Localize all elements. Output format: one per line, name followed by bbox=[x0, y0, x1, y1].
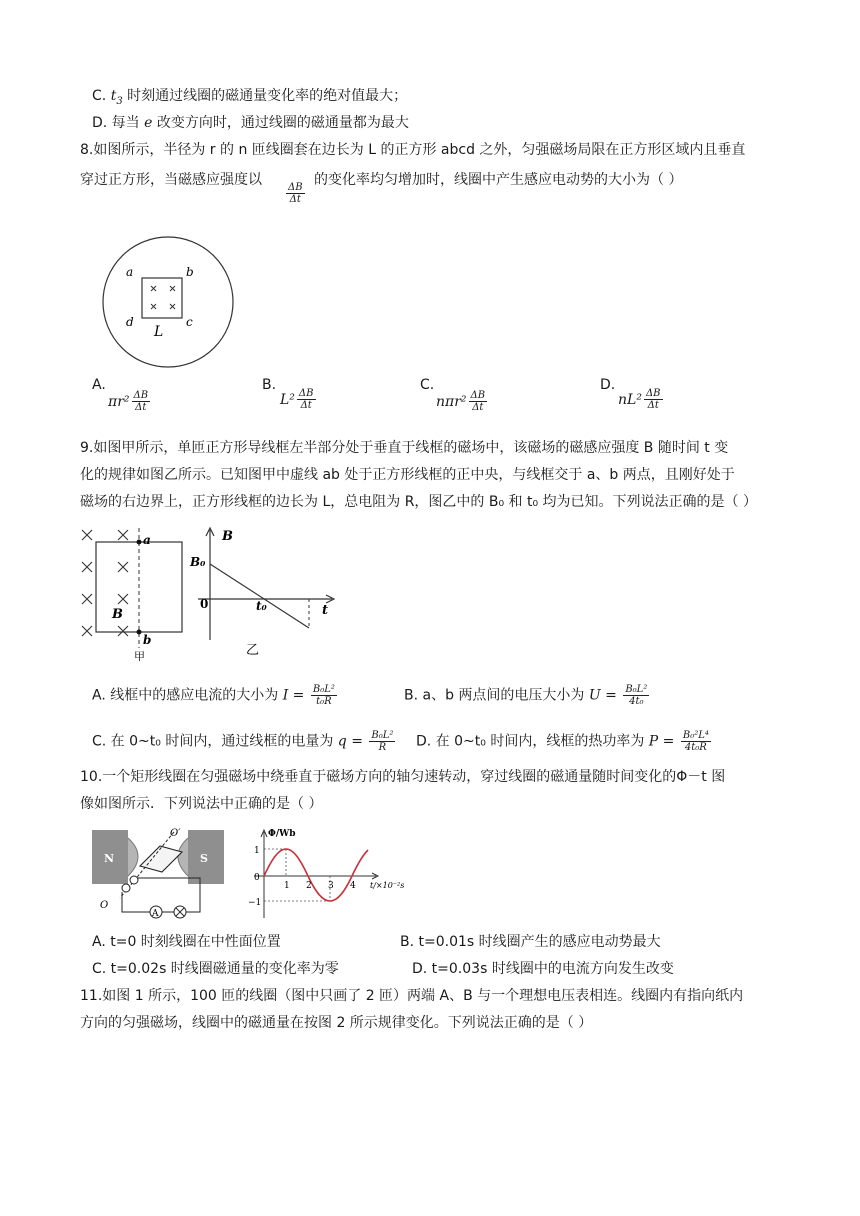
label-jia: 甲 bbox=[134, 650, 145, 663]
tick-t3: 3 bbox=[328, 881, 334, 891]
label-B: B bbox=[112, 607, 123, 622]
tick-t2: 2 bbox=[306, 881, 312, 891]
square-region bbox=[142, 278, 182, 318]
field-cross-marks bbox=[151, 286, 175, 309]
flux-curve bbox=[264, 849, 368, 901]
label-N: N bbox=[104, 852, 115, 865]
q9-stem-line3: 磁场的右边界上，正方形线框的边长为 L，总电阻为 R，图乙中的 B₀ 和 t₀ 均为已知。下列说法正确的是（ ） bbox=[80, 494, 757, 510]
q10-generator-figure bbox=[90, 826, 230, 921]
q9-option-d[interactable]: D. 在 0~t₀ 时间内，线框的热功率为 P = $\frac{\text{B₀²L⁴}}{\text{4t₀R}}$ bbox=[416, 730, 709, 753]
label-a: a bbox=[126, 265, 134, 279]
label-yi: 乙 bbox=[246, 643, 260, 658]
q8-option-a-formula: πr² $\frac{\Delta B}{\Delta t}$ bbox=[108, 390, 149, 413]
label-L: L bbox=[154, 324, 164, 340]
q8-option-b[interactable]: B. bbox=[262, 377, 277, 393]
figure-jia bbox=[82, 528, 182, 663]
q7-option-d[interactable]: D. 每当 e 改变方向时，通过线圈的磁通量都为最大 bbox=[92, 115, 409, 131]
tick-minus-1: −1 bbox=[248, 898, 262, 908]
q10-stem-line1: 10.一个矩形线圈在匀强磁场中绕垂直于磁场方向的轴匀速转动，穿过线圈的磁通量随时间变化的Φ－t 图 bbox=[80, 769, 726, 785]
q7-option-c[interactable]: C. $t_3$ 时刻通过线圈的磁通量变化率的绝对值最大； bbox=[92, 88, 408, 107]
tick-t4: 4 bbox=[350, 881, 356, 891]
coil-circle bbox=[103, 237, 233, 367]
label-B0: B₀ bbox=[190, 555, 206, 569]
q9-figures bbox=[80, 524, 340, 664]
axis-B: B bbox=[222, 529, 233, 544]
q8-stem-line2b: 的变化率均匀增加时，线圈中产生感应电动势的大小为（ ） bbox=[314, 172, 683, 188]
label-a: a bbox=[143, 533, 151, 547]
coil-rectangle bbox=[140, 846, 182, 872]
label-O-prime: O′ bbox=[170, 828, 181, 839]
q8-figure bbox=[98, 232, 238, 372]
q8-stem-line2a: 穿过正方形，当磁感应强度以 bbox=[80, 172, 262, 188]
q9-stem-line2: 化的规律如图乙所示。已知图甲中虚线 ab 处于正方形线框的正中央，与线框交于 a、b 两点，且刚好处于 bbox=[80, 467, 735, 483]
q10-option-a[interactable]: A. t=0 时刻线圈在中性面位置 bbox=[92, 934, 281, 950]
label-origin: 0 bbox=[200, 597, 209, 611]
label-A: A bbox=[152, 909, 159, 919]
q10-option-d[interactable]: D. t=0.03s 时线圈中的电流方向发生改变 bbox=[412, 961, 674, 977]
q10-option-b[interactable]: B. t=0.01s 时线圈产生的感应电动势最大 bbox=[400, 934, 661, 950]
q8-option-c[interactable]: C. bbox=[420, 377, 435, 393]
q10-flux-graph bbox=[244, 826, 414, 921]
tick-t1: 1 bbox=[284, 881, 290, 891]
label-b: b bbox=[186, 265, 194, 279]
q8-option-c-formula: nπr² $\frac{\Delta B}{\Delta t}$ bbox=[436, 390, 486, 413]
label-O: O bbox=[100, 900, 109, 911]
q9-option-b[interactable]: B. a、b 两点间的电压大小为 U = $\frac{\text{B₀L²}}{\text{4t₀}}$ bbox=[404, 684, 648, 707]
axis-phi: Φ/Wb bbox=[268, 829, 296, 839]
q10-stem-line2: 像如图所示．下列说法中正确的是（ ） bbox=[80, 796, 323, 812]
q8-rate-fraction: $\frac{\Delta B}{\Delta t}$ bbox=[288, 182, 303, 205]
b-t-line bbox=[210, 564, 309, 628]
label-S: S bbox=[200, 852, 208, 865]
q8-option-d[interactable]: D. bbox=[600, 377, 616, 393]
q11-stem-line2: 方向的匀强磁场，线圈中的磁通量在按图 2 所示规律变化。下列说法正确的是（ ） bbox=[80, 1015, 593, 1031]
q10-option-c[interactable]: C. t=0.02s 时线圈磁通量的变化率为零 bbox=[92, 961, 339, 977]
q8-option-d-formula: nL² $\frac{\Delta B}{\Delta t}$ bbox=[618, 388, 661, 411]
figure-yi bbox=[189, 528, 334, 658]
q8-option-b-formula: L² $\frac{\Delta B}{\Delta t}$ bbox=[280, 388, 314, 411]
label-b: b bbox=[143, 633, 152, 647]
tick-0: 0 bbox=[254, 873, 260, 883]
label-d: d bbox=[126, 315, 134, 329]
label-t0: t₀ bbox=[256, 599, 267, 613]
q9-stem-line1: 9.如图甲所示，单匝正方形导线框左半部分处于垂直于线框的磁场中，该磁场的磁感应强度 B 随时间 t 变 bbox=[80, 440, 729, 456]
axis-t: t/×10⁻²s bbox=[370, 881, 405, 890]
q11-stem-line1: 11.如图 1 所示，100 匝的线圈（图中只画了 2 匝）两端 A、B 与一个理想电压表相连。线圈内有指向纸内 bbox=[80, 988, 744, 1004]
label-c: c bbox=[186, 315, 193, 329]
q8-stem-line1: 8.如图所示，半径为 r 的 n 匝线圈套在边长为 L 的正方形 abcd 之外，匀强磁场局限在正方形区域内且垂直 bbox=[80, 142, 746, 158]
axis-t: t bbox=[322, 603, 329, 618]
q9-option-a[interactable]: A. 线框中的感应电流的大小为 I = $\frac{\text{B₀L²}}{\text{t₀R}}$ bbox=[92, 684, 335, 707]
q8-option-a[interactable]: A. bbox=[92, 377, 106, 393]
q9-option-c[interactable]: C. 在 0~t₀ 时间内，通过线框的电量为 q = $\frac{\text{B₀L²}}{R}$ bbox=[92, 730, 394, 753]
tick-1: 1 bbox=[254, 846, 260, 856]
